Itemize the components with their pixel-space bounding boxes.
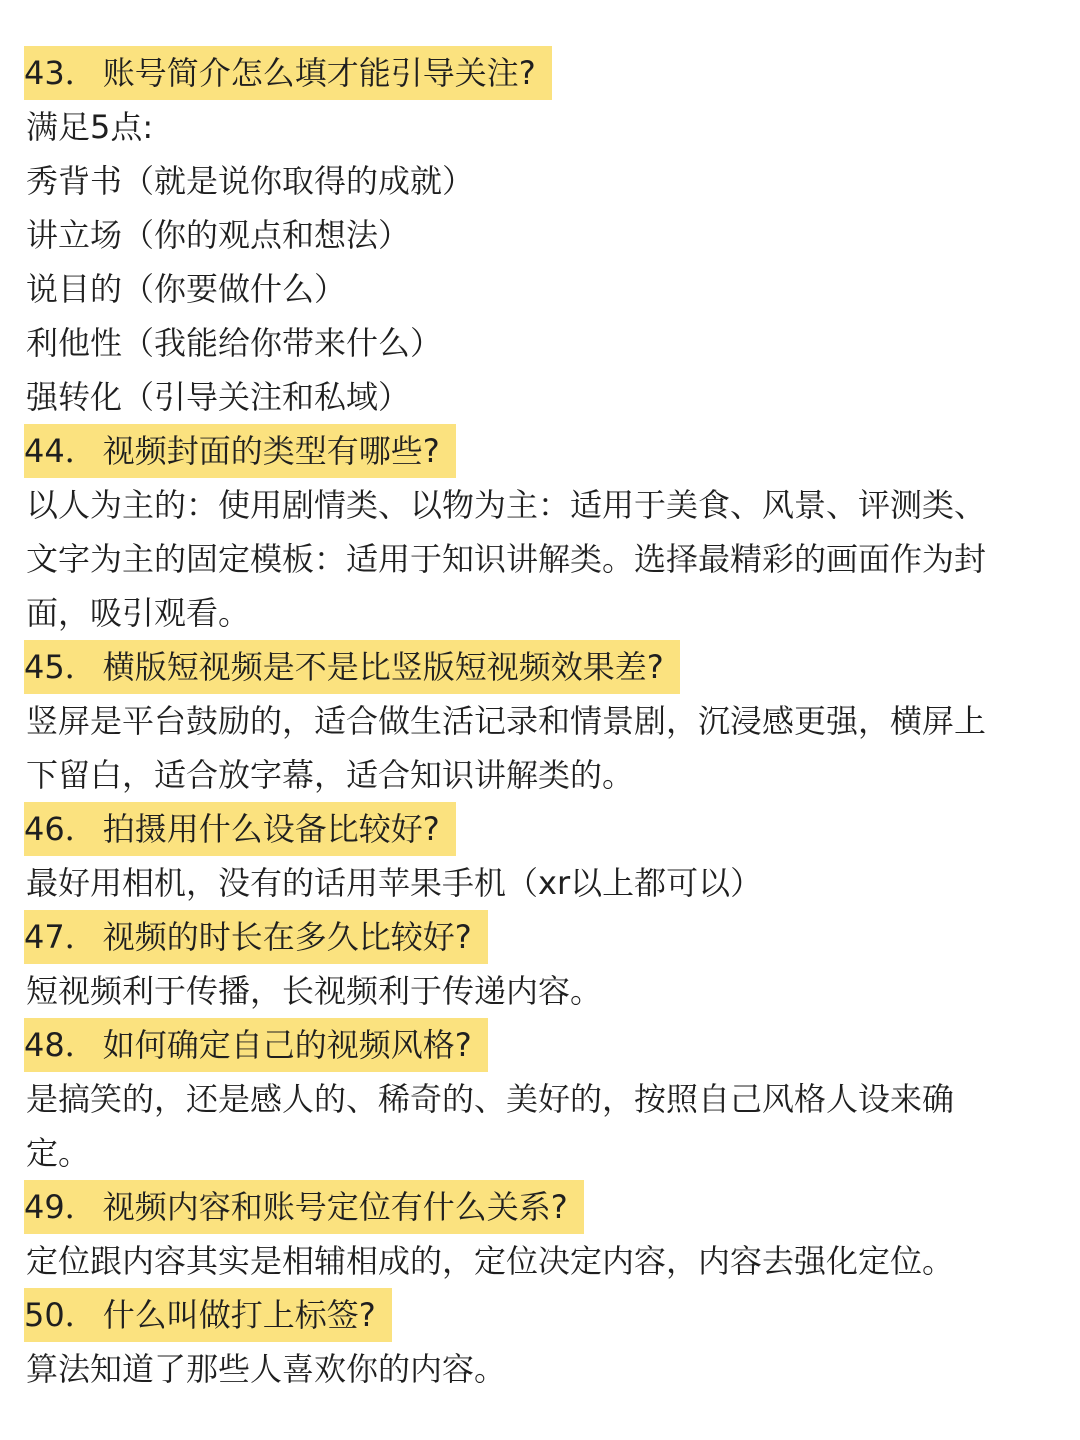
answer-text: 最好用相机，没有的话用苹果手机（xr以上都可以） <box>26 864 763 902</box>
question-number: 50． <box>24 1296 97 1334</box>
question-highlight <box>24 910 488 964</box>
answer-line <box>24 1234 1060 1288</box>
answer-line <box>24 370 1060 424</box>
question-heading <box>24 1180 1060 1234</box>
question-heading <box>24 424 1060 478</box>
answer-line <box>24 964 1060 1018</box>
answer-text: 定。 <box>26 1134 91 1172</box>
answer-line <box>24 586 1060 640</box>
question-text: 如何确定自己的视频风格? <box>102 1026 472 1064</box>
question-text: 横版短视频是不是比竖版短视频效果差? <box>102 648 664 686</box>
question-highlight <box>24 640 680 694</box>
answer-text: 讲立场（你的观点和想法） <box>26 216 411 254</box>
answer-text: 以人为主的：使用剧情类、以物为主：适用于美食、风景、评测类、 <box>26 486 987 524</box>
answer-text: 定位跟内容其实是相辅相成的，定位决定内容，内容去强化定位。 <box>26 1242 955 1280</box>
question-highlight <box>24 1180 584 1234</box>
question-heading <box>24 640 1060 694</box>
answer-line <box>24 208 1060 262</box>
question-text: 什么叫做打上标签? <box>102 1296 376 1334</box>
question-number: 49． <box>24 1188 97 1226</box>
question-heading <box>24 1288 1060 1342</box>
question-highlight <box>24 1288 392 1342</box>
answer-text: 短视频利于传播，长视频利于传递内容。 <box>26 972 603 1010</box>
answer-line <box>24 154 1060 208</box>
answer-line <box>24 694 1060 748</box>
answer-line <box>24 532 1060 586</box>
answer-text: 下留白，适合放字幕，适合知识讲解类的。 <box>26 756 635 794</box>
answer-text: 算法知道了那些人喜欢你的内容。 <box>26 1350 507 1388</box>
answer-text: 文字为主的固定模板：适用于知识讲解类。选择最精彩的画面作为封 <box>26 540 987 578</box>
answer-line <box>24 262 1060 316</box>
question-highlight <box>24 802 456 856</box>
answer-text: 利他性（我能给你带来什么） <box>26 324 443 362</box>
question-number: 43． <box>24 54 97 92</box>
question-highlight <box>24 424 456 478</box>
answer-line <box>24 316 1060 370</box>
answer-line <box>24 1342 1060 1396</box>
answer-text: 满足5点: <box>26 108 154 146</box>
answer-line <box>24 100 1060 154</box>
answer-text: 面，吸引观看。 <box>26 594 251 632</box>
question-heading <box>24 910 1060 964</box>
answer-line <box>24 856 1060 910</box>
question-heading <box>24 1018 1060 1072</box>
question-heading <box>24 46 1060 100</box>
question-number: 45． <box>24 648 97 686</box>
question-text: 视频内容和账号定位有什么关系? <box>102 1188 568 1226</box>
answer-line <box>24 1072 1060 1126</box>
question-number: 46． <box>24 810 97 848</box>
question-text: 视频的时长在多久比较好? <box>102 918 472 956</box>
question-number: 48． <box>24 1026 97 1064</box>
question-text: 拍摄用什么设备比较好? <box>102 810 440 848</box>
answer-text: 说目的（你要做什么） <box>26 270 347 308</box>
question-text: 账号简介怎么填才能引导关注? <box>102 54 536 92</box>
answer-line <box>24 1126 1060 1180</box>
question-number: 47． <box>24 918 97 956</box>
answer-text: 秀背书（就是说你取得的成就） <box>26 162 475 200</box>
answer-text: 强转化（引导关注和私域） <box>26 378 411 416</box>
answer-text: 竖屏是平台鼓励的，适合做生活记录和情景剧，沉浸感更强，横屏上 <box>26 702 987 740</box>
answer-text: 是搞笑的，还是感人的、稀奇的、美好的，按照自己风格人设来确 <box>26 1080 955 1118</box>
question-text: 视频封面的类型有哪些? <box>102 432 440 470</box>
answer-line <box>24 478 1060 532</box>
question-heading <box>24 802 1060 856</box>
question-highlight <box>24 1018 488 1072</box>
question-number: 44． <box>24 432 97 470</box>
question-highlight <box>24 46 552 100</box>
answer-line <box>24 748 1060 802</box>
